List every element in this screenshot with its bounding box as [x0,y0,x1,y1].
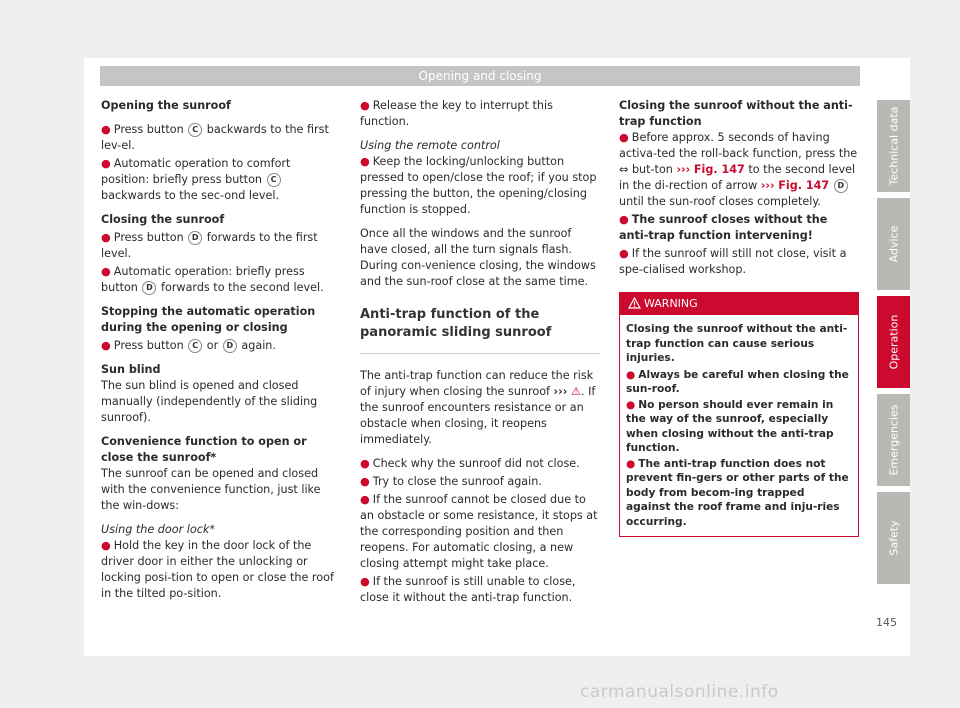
warning-header [620,293,858,315]
bullet-icon: ● [101,123,111,136]
antitrap-text: The anti-trap function can reduce the risk of injury when closing the sunroof ››› ⚠. If the sunroof encounters resistance or an obstacle when closing, it reopens immediately. [360,369,596,446]
bullet-item: ● Automatic operation: briefly press button D forwards to the second level. [101,265,324,294]
bullet-icon: ● [360,575,370,588]
button-d-icon: D [834,179,848,193]
bullet-icon: ● [360,475,370,488]
bullet-icon: ● [360,457,370,470]
bullet-item: ● Release the key to interrupt this function. [360,99,553,128]
bullet-icon: ● [626,398,636,411]
bullet-item: ● Hold the key in the door lock of the driver door in either the unlocking or locking posi-tion to open or close the roof in the tilted po-sition. [101,539,334,600]
stopping-heading: Stopping the automatic operation during the opening or closing [101,305,316,334]
closing-heading: Closing the sunroof [101,213,225,226]
bullet-icon: ● [101,339,111,352]
bullet-item: ● The sunroof closes without the anti-trap function intervening! [619,213,828,242]
bullet-item: ● Check why the sunroof did not close. [360,457,580,470]
bullet-icon: ● [619,131,629,144]
tab-safety[interactable]: Safety [877,492,910,584]
button-c-icon: C [267,173,281,187]
warning-body [620,315,858,536]
tab-operation[interactable]: Operation [877,296,910,388]
watermark: carmanualsonline.info [580,682,779,702]
opening-heading: Opening the sunroof [101,99,231,112]
no-antitrap-heading: Closing the sunroof without the anti-trap function [619,99,853,128]
warning-item: ● Always be careful when closing the sun-roof. [626,368,849,395]
bullet-item: ● If the sunroof cannot be closed due to an obstacle or some resistance, it stops at the corresponding position and then reopens. For automatic closing, a new closing attempt might take place. [360,493,598,570]
bullet-item: ● Press button C backwards to the first lev-el. [101,123,329,152]
warning-item: ● No person should ever remain in the way of the sunroof, especially when closing without the anti-trap function. [626,398,834,454]
cross-reference-arrows[interactable]: ››› [676,163,691,176]
button-d-icon: D [142,281,156,295]
button-c-icon: C [188,123,202,137]
bullet-icon: ● [360,99,370,112]
bullet-icon: ● [101,539,111,552]
door-lock-heading: Using the door lock* [101,523,215,536]
button-d-icon: D [188,231,202,245]
bullet-icon: ● [626,457,636,470]
bullet-item: ● Before approx. 5 seconds of having activa-ted the roll-back function, press the ⇔ but-ton ››› Fig. 147 to the second level in the di-rection of arrow ››› Fig. 147 D until the sun-roof closes completely. [619,131,858,208]
bullet-item: ● If the sunroof will still not close, visit a spe-cialised workshop. [619,247,847,276]
section-heading: Anti-trap function of the panoramic sliding sunroof [360,306,600,354]
rollback-button-icon: ⇔ [619,163,629,176]
remote-heading: Using the remote control [360,139,500,152]
bullet-icon: ● [619,213,629,226]
bullet-icon: ● [101,231,111,244]
bullet-icon: ● [626,368,636,381]
bullet-item: ● If the sunroof is still unable to close, close it without the anti-trap function. [360,575,576,604]
sun-blind-text: The sun blind is opened and closed manually (independently of the sliding sunroof). [101,379,318,424]
convenience-heading: Convenience function to open or close the sunroof* [101,435,307,464]
cross-reference-arrows[interactable]: ››› [553,385,568,398]
sun-blind-heading: Sun blind [101,363,161,376]
warning-box [619,292,859,537]
tab-technical-data[interactable]: Technical data [877,100,910,192]
figure-link[interactable]: Fig. 147 [778,179,830,192]
bullet-icon: ● [619,247,629,260]
warning-triangle-icon: ⚠ [570,385,581,398]
button-c-icon: C [188,339,202,353]
remote-text: Once all the windows and the sunroof have closed, all the turn signals flash. During con-venience closing, the windows and the sun-roof close at the same time. [360,227,596,288]
tab-emergencies[interactable]: Emergencies [877,394,910,486]
figure-link[interactable]: Fig. 147 [693,163,745,176]
bullet-icon: ● [101,157,111,170]
page-header: Opening and closing [100,66,860,86]
warning-label: WARNING [644,297,698,310]
bullet-item: ● Press button C or D again. [101,339,276,352]
cross-reference-arrows[interactable]: ››› [760,179,775,192]
column-3 [619,98,859,537]
bullet-icon: ● [101,265,111,278]
page-number: 145 [876,616,897,629]
bullet-item: ● Automatic operation to comfort position: briefly press button C backwards to the sec-ond level. [101,157,291,202]
column-2 [360,98,600,614]
warning-triangle-icon [628,297,641,309]
warning-item: ● The anti-trap function does not prevent fin-gers or other parts of the body from becom-ing trapped against the roof frame and inju-ries occurring. [626,457,849,528]
bullet-item: ● Keep the locking/unlocking button pressed to open/close the roof; if you stop pressing the button, the opening/closing function is stopped. [360,155,597,216]
warning-intro: Closing the sunroof without the anti-trap function can cause serious injuries. [626,323,848,364]
bullet-item: ● Try to close the sunroof again. [360,475,542,488]
button-d-icon: D [223,339,237,353]
convenience-text: The sunroof can be opened and closed with the convenience function, just like the win-dows: [101,467,321,512]
bullet-icon: ● [360,493,370,506]
column-1 [101,98,341,610]
bullet-item: ● Press button D forwards to the first level. [101,231,318,260]
tab-advice[interactable]: Advice [877,198,910,290]
bullet-icon: ● [360,155,370,168]
